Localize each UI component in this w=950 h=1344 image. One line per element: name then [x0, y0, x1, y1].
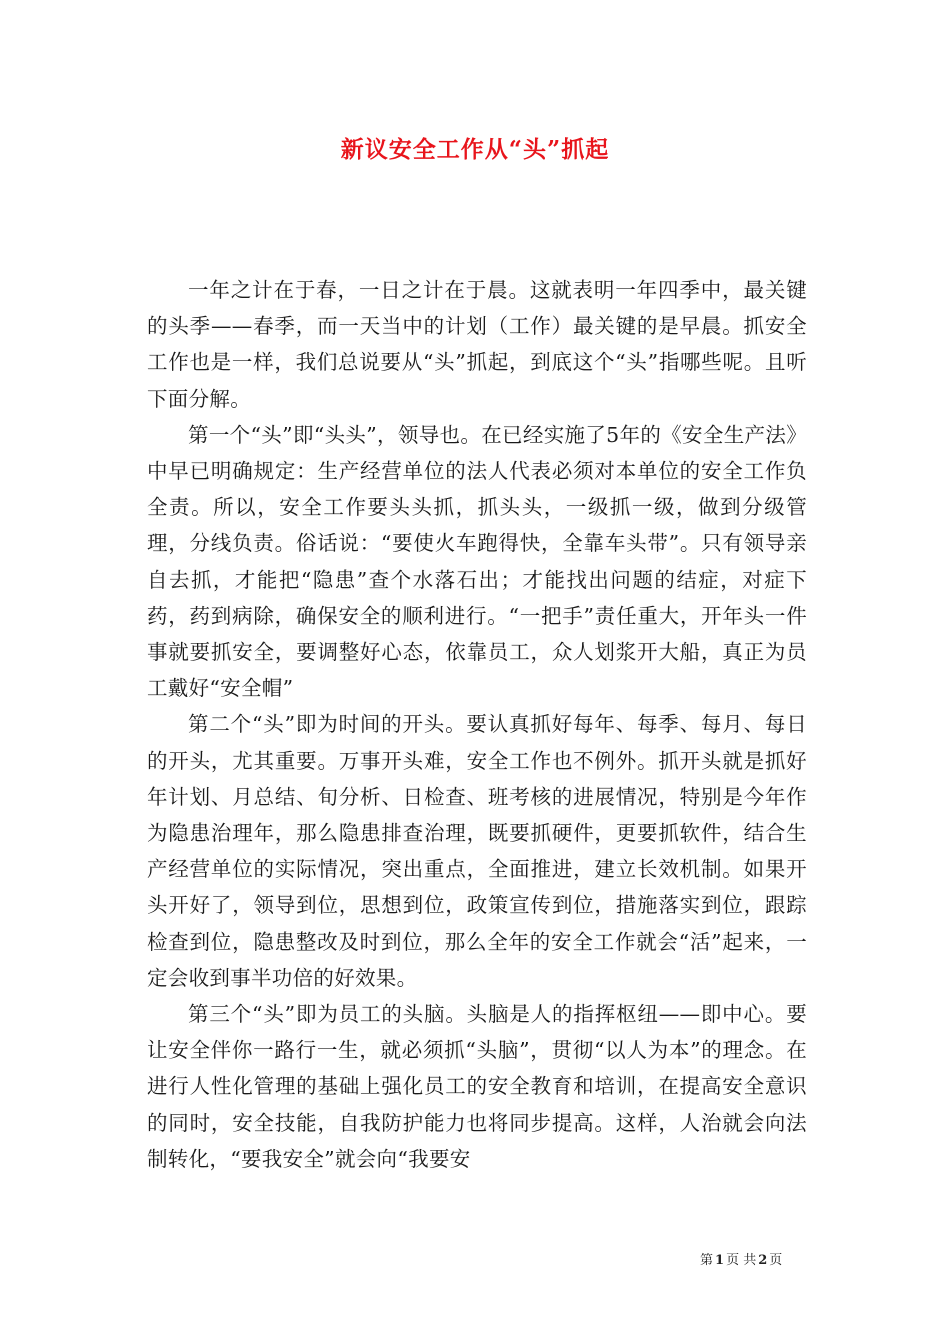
paragraph-1: 一年之计在于春，一日之计在于晨。这就表明一年四季中，最关键的头季——春季，而一天当中的计划（工作）最关键的是早晨。抓安全工作也是一样，我们总说要从“头”抓起，到底这个“头”指哪些呢。且听下面分解。	[147, 278, 807, 411]
document-title: 新议安全工作从“头”抓起	[340, 136, 610, 163]
footer-middle: 页 共	[726, 1253, 757, 1268]
paragraph-3: 第二个“头”即为时间的开头。要认真抓好每年、每季、每月、每日的开头，尤其重要。万事开头难，安全工作也不例外。抓开头就是抓好年计划、月总结、旬分析、日检查、班考核的进展情况，特别是今年作为隐患治理年，那么隐患排查治理，既要抓硬件，更要抓软件，结合生产经营单位的实际情况，突出重点，全面推进，建立长效机制。如果开头开好了，领导到位，思想到位，政策宣传到位，措施落实到位，跟踪检查到位，隐患整改及时到位，那么全年的安全工作就会“活”起来，一定会收到事半功倍的好效果。	[147, 712, 807, 990]
current-page-number: 1	[715, 1253, 725, 1268]
document-body	[147, 272, 807, 1177]
paragraph-2: 第一个“头”即“头头”，领导也。在已经实施了5年的《安全生产法》中早已明确规定：生产经营单位的法人代表必须对本单位的安全工作负全责。所以，安全工作要头头抓，抓头头，一级抓一级，做到分级管理，分线负责。俗话说：“要使火车跑得快，全靠车头带”。只有领导亲自去抓，才能把“隐患”查个水落石出；才能找出问题的结症，对症下药，药到病除，确保安全的顺利进行。“一把手”责任重大，开年头一件事就要抓安全，要调整好心态，依靠员工，众人划浆开大船，真正为员工戴好“安全帽”	[147, 422, 807, 701]
footer-suffix: 页	[769, 1253, 783, 1268]
page-number-footer	[700, 1249, 782, 1268]
total-page-count: 2	[758, 1253, 768, 1268]
footer-prefix: 第	[700, 1253, 714, 1268]
paragraph-4: 第三个“头”即为员工的头脑。头脑是人的指挥枢纽——即中心。要让安全伴你一路行一生，就必须抓“头脑”，贯彻“以人为本”的理念。在进行人性化管理的基础上强化员工的安全教育和培训，在提高安全意识的同时，安全技能，自我防护能力也将同步提高。这样，人治就会向法制转化，“要我安全”就会向“我要安	[147, 1002, 807, 1171]
